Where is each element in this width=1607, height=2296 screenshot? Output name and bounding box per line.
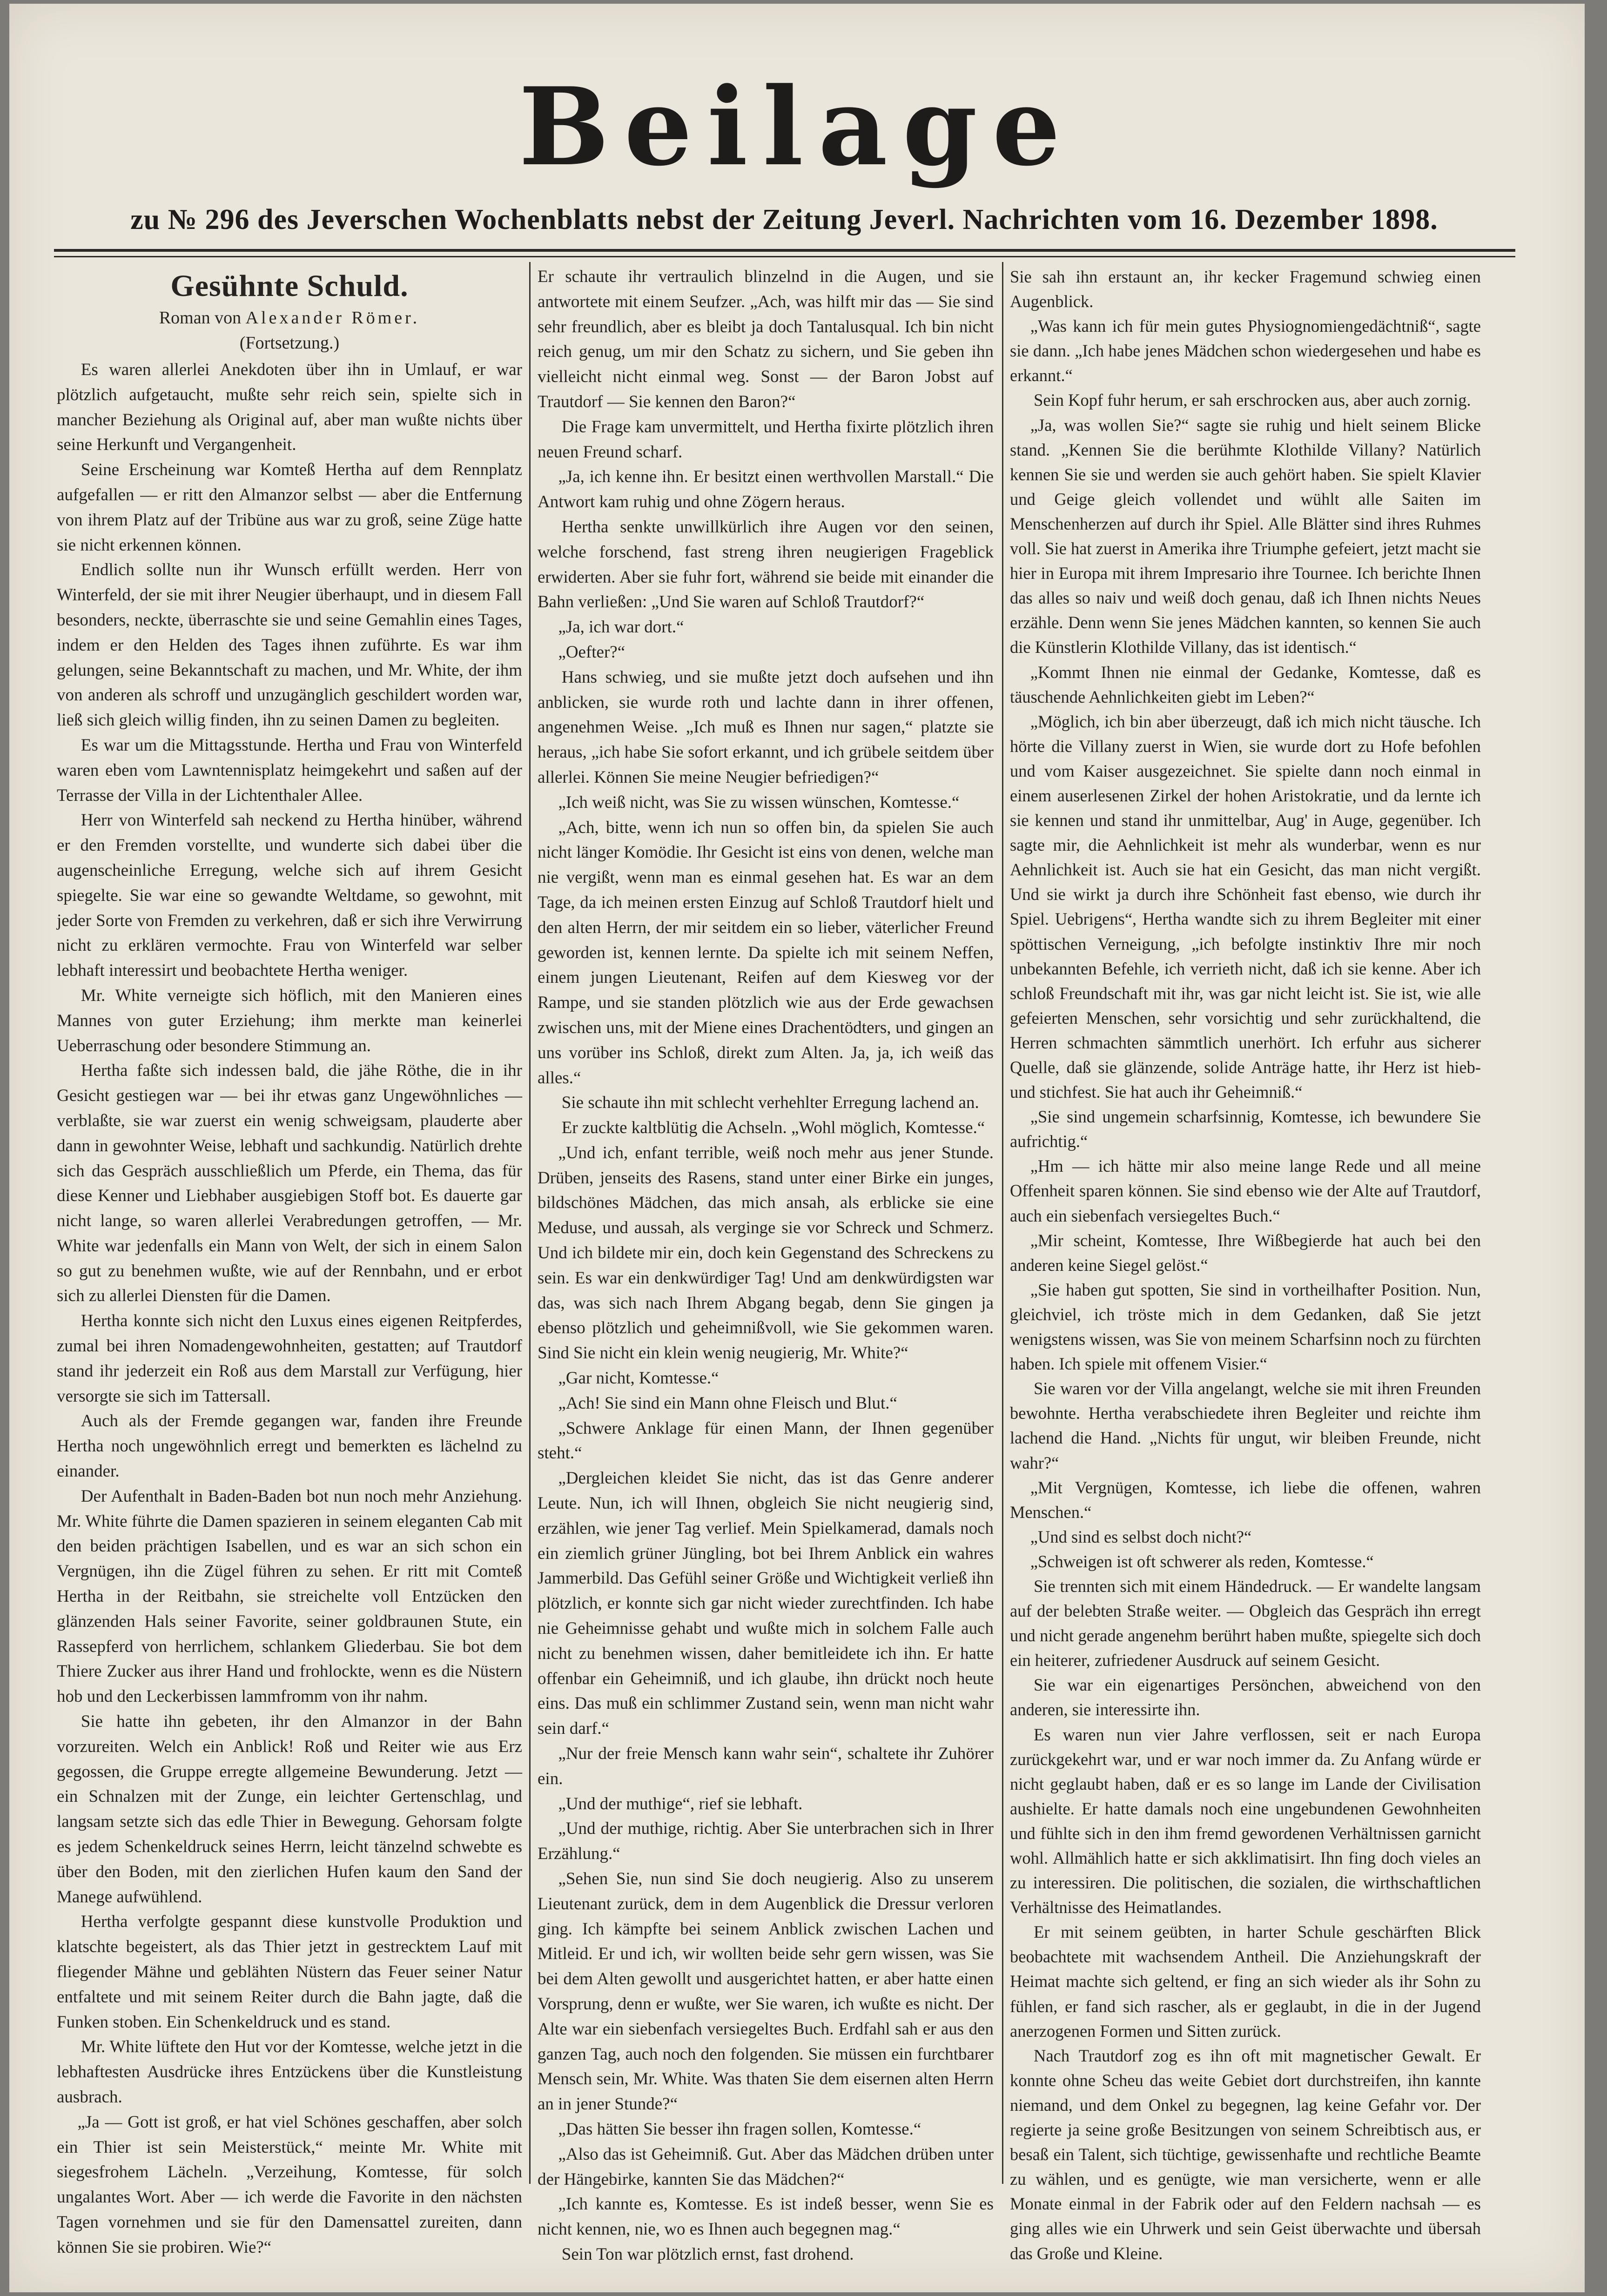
article-byline <box>57 305 522 330</box>
paragraph: Sie sah ihn erstaunt an, ihr kecker Fragemund schwieg einen Augenblick. <box>1010 267 1481 311</box>
paragraph: Seine Erscheinung war Komteß Hertha auf dem Rennplatz aufgefallen — er ritt den Almanzor selbst — aber die Entfernung von ihrem Platz auf der Tribüne aus war zu groß, seine Züge hatte sie nicht erkennen können. <box>57 460 522 555</box>
byline-prefix: Roman von <box>159 308 242 328</box>
text-column-1 <box>57 264 522 2260</box>
paragraph: „Ja, ich war dort.“ <box>558 618 684 637</box>
paragraph: Auch als der Fremde gegangen war, fanden ihre Freunde Hertha noch ungewöhnlich erregt und bemerkten es lächelnd zu einander. <box>57 1411 522 1481</box>
paragraph: Die Frage kam unvermittelt, und Hertha fixirte plötzlich ihren neuen Freund scharf. <box>538 417 994 462</box>
paragraph: Hertha verfolgte gespannt diese kunstvolle Produktion und klatschte begeistert, als das Thier jetzt in gestrecktem Lauf mit fliegender Mähne und geblähten Nüstern das Feuer seiner Natur entfaltete und mit seinem Reiter durch die Bahn jagte, daß die Funken stoben. Ein Schenkeldruck und es stand. <box>57 1912 522 2032</box>
text-column-3 <box>1010 264 1481 2266</box>
header-rule-thick <box>54 249 1515 252</box>
paragraph: „Ich weiß nicht, was Sie zu wissen wünschen, Komtesse.“ <box>558 792 960 812</box>
paragraph: „Ja, ich kenne ihn. Er besitzt einen werthvollen Marstall.“ Die Antwort kam ruhig und ohne Zögern heraus. <box>538 467 994 512</box>
paragraph: Hertha konnte sich nicht den Luxus eines eigenen Reitpferdes, zumal bei ihren Nomadengewohnheiten, gestatten; auf Trautdorf stand ihr jederzeit ein Roß aus dem Marstall zur Verfügung, hier versorgte sie sich im Tattersall. <box>57 1311 522 1406</box>
paragraph: Herr von Winterfeld sah neckend zu Hertha hinüber, während er den Fremden vorstellte, und wunderte sich dabei über die augenscheinliche Erregung, welche sich auf ihrem Gesicht spiegelte. Sie war eine so gewandte Weltdame, so gewohnt, mit jeder Sorte von Fremden zu verkehren, daß er sich ihre Verwirrung nicht zu erklären vermochte. Frau von Winterfeld war selber lebhaft interessirt und beobachtete Hertha weniger. <box>57 811 522 980</box>
paragraph: Er mit seinem geübten, in harter Schule geschärften Blick beobachtete mit wachsendem Antheil. Die Anziehungskraft der Heimat machte sich geltend, er fing an sich wieder als ihr Sohn zu fühlen, er fand sich rascher, als er geglaubt, in die in der Jugend anerzogenen Formen und Sitten zurück. <box>1010 1922 1481 2041</box>
paragraph: Der Aufenthalt in Baden-Baden bot nun noch mehr Anziehung. Mr. White führte die Damen spazieren in seinem eleganten Cab mit den beiden prächtigen Isabellen, und es war an sich schon ein Vergnügen, ihn die Zügel führen zu sehen. Er ritt mit Comteß Hertha in der Reitbahn, sie streichelte voll Entzücken den glänzenden Hals seiner Favorite, seiner goldbraunen Stute, ein Rassepferd von herrlichem, schlankem Gliederbau. Sie bot dem Thiere Zucker aus ihrer Hand und frohlockte, wenn es die Nüstern hob und den Leckerbissen lammfromm von ihr nahm. <box>57 1486 522 1706</box>
paragraph: Mr. White lüftete den Hut vor der Komtesse, welche jetzt in die lebhaftesten Ausdrücke ihres Entzückens über die Kunstleistung ausbrach. <box>57 2037 522 2107</box>
column-divider <box>1002 262 1003 2184</box>
column-body <box>538 264 994 2267</box>
paragraph: Sie war ein eigenartiges Persönchen, abweichend von den anderen, sie interessirte ihn. <box>1010 1675 1481 1719</box>
article-title: Gesühnte Schuld. <box>170 269 409 303</box>
paragraph: Er zuckte kaltblütig die Achseln. „Wohl möglich, Komtesse.“ <box>561 1118 985 1138</box>
paragraph: „Ja — Gott ist groß, er hat viel Schönes geschaffen, aber solch ein Thier ist sein Meisterstück,“ meinte Mr. White mit siegesfrohem Lächeln. „Verzeihung, Komtesse, für solch ungalantes Wort. Aber — ich werde die Favorite in den nächsten Tagen vornehmen und sie für den Damensattel zureiten, dann können Sie sie probiren. Wie?“ <box>57 2112 522 2257</box>
paragraph: Nach Trautdorf zog es ihn oft mit magnetischer Gewalt. Er konnte ohne Scheu das weite Gebiet dort durchstreifen, ihn kannte niemand, und dem Onkel zu begegnen, lag keine Gefahr vor. Der regierte ja seine große Besitzungen von seinem Schreibtisch aus, er besaß ein Talent, sich tüchtige, gewissenhafte und rechtliche Beamte zu wählen, und es genügte, wie man versicherte, wenn er alle Monate einmal in der Fabrik oder auf den Feldern nachsah — es ging alles wie ein Uhrwerk und sein Geist überwachte und übersah das Große und Kleine. <box>1010 2046 1481 2263</box>
paragraph: „Das hätten Sie besser ihn fragen sollen, Komtesse.“ <box>558 2119 921 2139</box>
paragraph: Sein Kopf fuhr herum, er sah erschrocken aus, aber auch zornig. <box>1034 390 1471 410</box>
paragraph: „Schwere Anklage für einen Mann, der Ihnen gegenüber steht.“ <box>538 1418 994 1463</box>
text-column-2 <box>538 264 994 2267</box>
paragraph: Hans schwieg, und sie mußte jetzt doch aufsehen und ihn anblicken, sie wurde roth und lachte dann in ihrer offenen, angenehmen Weise. „Ich muß es Ihnen nur sagen,“ platzte sie heraus, „ich habe Sie sofort erkannt, und ich grübele seitdem über allerlei. Können Sie meine Neugier befriedigen?“ <box>538 667 994 787</box>
column-body <box>1010 264 1481 2266</box>
paragraph: Es war um die Mittagsstunde. Hertha und Frau von Winterfeld waren eben vom Lawntennisplatz heimgekehrt und saßen auf der Terrasse der Villa in der Lichtenthaler Allee. <box>57 735 522 805</box>
issue-subtitle: zu № 296 des Jeverschen Wochenblatts nebst der Zeitung Jeverl. Nachrichten vom 16. Dezember 1898. <box>130 204 1438 235</box>
paragraph: „Was kann ich für mein gutes Physiognomiengedächtniß“, sagte sie dann. „Ich habe jenes Mädchen schon wiedergesehen und habe es erkannt.“ <box>1010 316 1481 385</box>
column-body <box>57 357 522 2260</box>
paragraph: „Also das ist Geheimniß. Gut. Aber das Mädchen drüben unter der Hängebirke, kannten Sie das Mädchen?“ <box>538 2144 994 2189</box>
paragraph: „Sie haben gut spotten, Sie sind in vortheilhafter Position. Nun, gleichviel, ich tröste mich in dem Gedanken, daß Sie jetzt wenigstens wissen, was Sie von meinem Scharfsinn noch zu fürchten haben. Ich spiele mit offenem Visier.“ <box>1010 1280 1481 1374</box>
paragraph: Hertha faßte sich indessen bald, die jähe Röthe, die in ihr Gesicht gestiegen war — bei ihr etwas ganz Ungewöhnliches — verblaßte, sie war zuerst ein wenig schweigsam, plauderte aber dann in gewohnter Weise, lebhaft und sachkundig. Natürlich drehte sich das Gespräch ausschließlich um Pferde, ein Thema, das für diese Kenner und Liebhaber ausgiebigen Stoff bot. Es dauerte gar nicht lange, so waren allerlei Verabredungen getroffen, — Mr. White war jedenfalls ein Mann von Welt, der sich in einem Salon so gut zu benehmen wußte, wie auf der Rennbahn, und er erbot sich zu allerlei Diensten für die Damen. <box>57 1061 522 1306</box>
paragraph: „Ja, was wollen Sie?“ sagte sie ruhig und hielt seinem Blicke stand. „Kennen Sie die berühmte Klothilde Villany? Natürlich kennen Sie sie und werden sie auch gehört haben. Sie spielt Klavier und Geige gleich vollendet und wühlt alle Saiten im Menschenherzen auf durch ihr Spiel. Alle Blätter sind ihres Ruhmes voll. Sie hat zuerst in Amerika ihre Triumphe gefeiert, jetzt macht sie hier in Europa mit ihrem Impresario ihre Tournee. Ich berichte Ihnen das alles so naiv und weiß doch genau, daß ich Ihnen nichts Neues erzähle. Denn wenn Sie jenes Mädchen kannten, so kennen Sie auch die Künstlerin Klothilde Villany, das ist identisch.“ <box>1010 415 1481 657</box>
paragraph: Sie schaute ihn mit schlecht verhehlter Erregung lachend an. <box>561 1093 979 1113</box>
paragraph: „Sie sind ungemein scharfsinnig, Komtesse, ich bewundere Sie aufrichtig.“ <box>1010 1107 1481 1151</box>
paragraph: Er schaute ihr vertraulich blinzelnd in die Augen, und sie antwortete mit einem Seufzer. „Ach, was hilft mir das — Sie sind sehr freundlich, aber es bleibt ja doch Tantalusqual. Ich bin nicht reich genug, um mir den Schatz zu sichern, und Sie geben ihn vielleicht nicht einmal weg. Sonst — der Baron Jobst auf Trautdorf — Sie kennen den Baron?“ <box>538 267 994 411</box>
paragraph: Sie hatte ihn gebeten, ihr den Almanzor in der Bahn vorzureiten. Welch ein Anblick! Roß und Reiter wie aus Erz gegossen, die Gruppe erregte allgemeine Bewunderung. Jetzt — ein Schnalzen mit der Zunge, ein leichter Gertenschlag, und langsam setzte sich das edle Thier in Bewegung. Gehorsam folgte es jedem Schenkeldruck seines Herrn, leicht tänzelnd schwebte es über den Boden, mit den zierlichen Hufen kaum den Sand der Manege aufwühlend. <box>57 1712 522 1907</box>
paragraph: „Ich kannte es, Komtesse. Es ist indeß besser, wenn Sie es nicht kennen, nie, wo es Ihnen auch begegnen mag.“ <box>538 2195 994 2239</box>
continuation-note: (Fortsetzung.) <box>239 333 340 353</box>
paragraph: „Schweigen ist oft schwerer als reden, Komtesse.“ <box>1030 1551 1374 1571</box>
paragraph: „Sehen Sie, nun sind Sie doch neugierig. Also zu unserem Lieutenant zurück, dem in dem Augenblick die Dressur verloren ging. Ich kämpfte bei seinem Anblick zwischen Lachen und Mitleid. Er und ich, wir wollten beide sehr gern wissen, was Sie bei dem Alten gewollt und ausgerichtet hatten, er aber hatte einen Vorsprung, denn er wußte, wer Sie waren, ich wußte es nicht. Der Alte war ein siebenfach versiegeltes Buch. Erdfahl sah er aus den ganzen Tag, auch noch den folgenden. Sie müssen ein furchtbarer Mensch sein, Mr. White. Was thaten Sie dem eisernen alten Herrn an in jener Stunde?“ <box>538 1869 994 2114</box>
masthead-title: Beilage <box>518 64 1076 190</box>
column-divider <box>529 262 531 2184</box>
paragraph: „Mit Vergnügen, Komtesse, ich liebe die offenen, wahren Menschen.“ <box>1010 1477 1481 1522</box>
paragraph: „Und sind es selbst doch nicht?“ <box>1030 1527 1252 1546</box>
author-name: Alexander Römer. <box>245 308 420 328</box>
paragraph: Endlich sollte nun ihr Wunsch erfüllt werden. Herr von Winterfeld, der sie mit ihrer Neugier überhaupt, und in diesem Fall besonders, neckte, überraschte sie und seine Gemahlin eines Tages, indem er den Helden des Tages ihnen zuführte. Es war ihm gelungen, seine Bekanntschaft zu machen, und Mr. White, der ihm von anderen als schroff und unzugänglich geschildert worden war, ließ sich gleich willig finden, ihn zu seinen Damen zu begleiten. <box>57 560 522 730</box>
paragraph: Es waren nun vier Jahre verflossen, seit er nach Europa zurückgekehrt war, und er war noch immer da. Zu Anfang würde er nicht geglaubt haben, daß er es so lange im Lande der Civilisation aushielte. Er hatte damals noch eine ungebundenen Gewohnheiten und fühlte sich in den ihm fremd gewordenen Verhältnissen garnicht wohl. Allmählich hatte er sich akklimatisirt. Ihn fing doch vieles an zu interessiren. Die politischen, die sozialen, die wirthschaftlichen Verhältnisse des Heimatlandes. <box>1010 1725 1481 1917</box>
paragraph: „Mir scheint, Komtesse, Ihre Wißbegierde hat auch bei den anderen keine Siegel gelöst.“ <box>1010 1230 1481 1275</box>
paragraph: „Gar nicht, Komtesse.“ <box>558 1369 719 1388</box>
paragraph: „Ach, bitte, wenn ich nun so offen bin, da spielen Sie auch nicht länger Komödie. Ihr Gesicht ist eins von denen, welche man nie vergißt, wenn man es einmal gesehen hat. Es war an dem Tage, da ich meinen ersten Einzug auf Schloß Trautdorf hielt und den alten Herrn, der mir seitdem ein so lieber, väterlicher Freund geworden ist, kennen lernte. Da spielte ich mit seinem Neffen, einem jungen Lieutenant, Reifen auf dem Kiesweg vor der Rampe, und sie standen plötzlich wie aus der Erde gewachsen zwischen uns, mit der Miene eines Drachentödters, und gingen an uns vorüber ins Schloß, direkt zum Alten. Ja, ja, ich weiß das alles.“ <box>538 818 994 1088</box>
paragraph: „Oefter?“ <box>558 642 625 662</box>
newspaper-page <box>9 4 1585 2292</box>
paragraph: Sie trennten sich mit einem Händedruck. — Er wandelte langsam auf der belebten Straße weiter. — Obgleich das Gespräch ihn erregt und nicht gerade angenehm berührt haben mußte, spiegelte sich doch ein heiterer, zufriedener Ausdruck auf seinem Gesicht. <box>1010 1576 1481 1670</box>
paragraph: Es waren allerlei Anekdoten über ihn in Umlauf, er war plötzlich aufgetaucht, mußte sehr reich sein, spielte sich in mancher Beziehung als Original auf, aber man wußte nichts über seine Herkunft und Vergangenheit. <box>57 360 522 455</box>
paragraph: „Dergleichen kleidet Sie nicht, das ist das Genre anderer Leute. Nun, ich will Ihnen, obgleich Sie nicht neugierig sind, erzählen, wie jener Tag verlief. Mein Spielkamerad, damals noch ein ziemlich grüner Jüngling, bot bei Ihrem Anblick ein wahres Jammerbild. Das Gefühl seiner Größe und Wichtigkeit verließ ihn plötzlich, er konnte sich gar nicht wieder zurechtfinden. Ich habe nie Geheimnisse gehabt und wußte mich in solchem Falle auch nicht zu benehmen wissen, daher bemitleidete ich ihn. Er hatte offenbar ein Geheimniß, und ich glaube, ihn drückt noch heute eins. Das muß ein schlimmer Zustand sein, wenn man nicht wahr sein darf.“ <box>538 1469 994 1739</box>
paragraph: „Hm — ich hätte mir also meine lange Rede und all meine Offenheit sparen können. Sie sind ebenso wie der Alte auf Trautdorf, auch ein siebenfach versiegeltes Buch.“ <box>1010 1156 1481 1225</box>
paragraph: Sie waren vor der Villa angelangt, welche sie mit ihren Freunden bewohnte. Hertha verabschiedete ihren Begleiter und reichte ihm lachend die Hand. „Nichts für ungut, wir bleiben Freunde, nicht wahr?“ <box>1010 1379 1481 1472</box>
paragraph: „Und der muthige, richtig. Aber Sie unterbrachen sich in Ihrer Erzählung.“ <box>538 1819 994 1864</box>
paragraph: „Und der muthige“, rief sie lebhaft. <box>558 1794 803 1813</box>
paragraph: „Möglich, ich bin aber überzeugt, daß ich mich nicht täusche. Ich hörte die Villany zuerst in Wien, sie wurde dort zu Hofe befohlen und vom Kaiser ausgezeichnet. Sie spielte dann noch einmal in einem auserlesenen Zirkel der hohen Aristokratie, und da lernte ich sie kennen und stand ihr unmittelbar, Aug' in Auge, gegenüber. Ich sagte mir, die Aehnlichkeit ist mehr als wunderbar, wenn es nur Aehnlichkeit ist. Auch sie hat ein Gesicht, das man nicht vergißt. Und sie wirkt ja durch ihre Schönheit fast ebenso, wie durch ihr Spiel. Uebrigens“, Hertha wandte sich zu ihrem Begleiter mit einer spöttischen Verneigung, „ich befolgte instinktiv Ihre mir noch unbekannten Befehle, ich verrieth nicht, daß ich sie kenne. Aber ich schloß Freundschaft mit ihr, was gar nicht leicht ist. Sie ist, wie alle gefeierten Menschen, sehr vorsichtig und sehr zurückhaltend, die Herren schmachten sämmtlich unerhört. Ich erfuhr aus sicherer Quelle, daß sie glänzende, solide Anträge hatte, ihr Herz ist hieb- und stichfest. Sie hat auch ihr Geheimniß.“ <box>1010 712 1481 1102</box>
paragraph: „Ach! Sie sind ein Mann ohne Fleisch und Blut.“ <box>558 1393 897 1413</box>
header-rule-thin <box>54 256 1515 257</box>
paragraph: Hertha senkte unwillkürlich ihre Augen vor den seinen, welche forschend, fast streng ihren neugierigen Frageblick erwiderten. Aber sie fuhr fort, während sie beide mit einander die Bahn verließen: „Und Sie waren auf Schloß Trautdorf?“ <box>538 517 994 612</box>
paragraph: Mr. White verneigte sich höflich, mit den Manieren eines Mannes von guter Erziehung; ihm merkte man keinerlei Ueberraschung oder besondere Stimmung an. <box>57 986 522 1055</box>
paragraph: „Nur der freie Mensch kann wahr sein“, schaltete ihr Zuhörer ein. <box>538 1744 994 1788</box>
paragraph: „Und ich, enfant terrible, weiß noch mehr aus jener Stunde. Drüben, jenseits des Rasens, stand unter einer Birke ein junges, bildschönes Mädchen, das mich ansah, als erblicke sie eine Meduse, und aussah, als verginge sie vor Schreck und Schmerz. Und ich bildete mir ein, doch kein Gegenstand des Schreckens zu sein. Es war ein denkwürdiger Tag! Und am denkwürdigsten war das, was sich nach Ihrem Abgang begab, denn Sie gingen ja ebenso plötzlich und geheimnißvoll, wie Sie gekommen waren. Sind Sie nicht ein klein wenig neugierig, Mr. White?“ <box>538 1143 994 1363</box>
paragraph: Sein Ton war plötzlich ernst, fast drohend. <box>561 2244 854 2264</box>
paragraph: „Kommt Ihnen nie einmal der Gedanke, Komtesse, daß es täuschende Aehnlichkeiten giebt im Leben?“ <box>1010 662 1481 706</box>
